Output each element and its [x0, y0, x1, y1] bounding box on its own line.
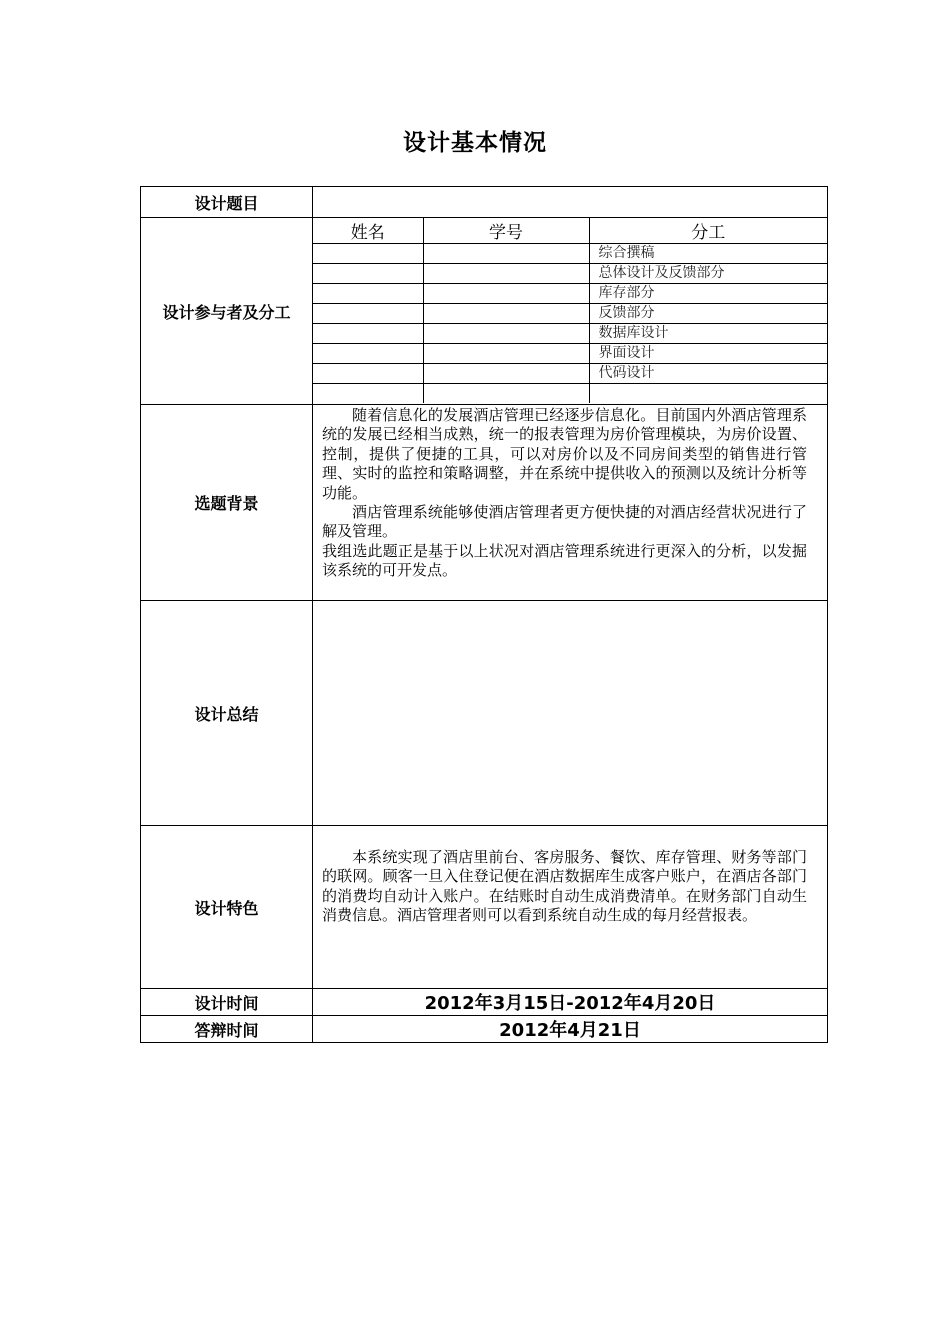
member-name: [313, 364, 423, 384]
background-paragraph-1: 随着信息化的发展酒店管理已经逐步信息化。目前国内外酒店管理系统的发展已经相当成熟，统一的报表管理为房价管理模块，为房价设置、控制，提供了便捷的工具，可以对房价以及不同房间类型的销售进行管理、实时的监控和策略调整，并在系统中提供收入的预测以及统计分析等功能。: [322, 406, 807, 502]
member-role: 综合撰稿: [589, 244, 827, 264]
member-name: [313, 284, 423, 304]
background-paragraph-2: 酒店管理系统能够使酒店管理者更方便快捷的对酒店经营状况进行了解及管理。: [322, 503, 807, 541]
member-id: [423, 324, 589, 344]
header-name: 姓名: [313, 218, 423, 244]
member-id: [423, 384, 589, 404]
header-id: 学号: [423, 218, 589, 244]
defense-time-label: 答辩时间: [141, 1016, 313, 1043]
member-name: [313, 304, 423, 324]
member-row: [313, 384, 827, 404]
background-cell: [313, 405, 828, 601]
header-role: 分工: [589, 218, 827, 244]
member-name: [313, 384, 423, 404]
member-row: [313, 264, 827, 284]
defense-time-row: [141, 1016, 828, 1043]
summary-label: 设计总结: [141, 601, 313, 826]
member-row: [313, 244, 827, 264]
features-label: 设计特色: [141, 826, 313, 989]
participants-cell: [313, 218, 828, 405]
summary-row: [141, 601, 828, 826]
member-role: 数据库设计: [589, 324, 827, 344]
member-role: 库存部分: [589, 284, 827, 304]
page-title: 设计基本情况: [403, 130, 547, 156]
member-id: [423, 344, 589, 364]
member-name: [313, 324, 423, 344]
member-id: [423, 264, 589, 284]
features-paragraph: 本系统实现了酒店里前台、客房服务、餐饮、库存管理、财务等部门的联网。顾客一旦入住登记便在酒店数据库生成客户账户，在酒店各部门的消费均自动计入账户。在结账时自动生成消费清单。在财务部门自动生消费信息。酒店管理者则可以看到系统自动生成的每月经营报表。: [322, 848, 807, 925]
participants-row: [141, 218, 828, 405]
design-info-table: [140, 186, 828, 1043]
summary-value: [313, 601, 828, 826]
participants-header-row: [313, 218, 827, 244]
features-cell: [313, 826, 828, 989]
member-row: [313, 284, 827, 304]
features-row: [141, 826, 828, 989]
member-name: [313, 264, 423, 284]
background-paragraph-3: 我组选此题正是基于以上状况对酒店管理系统进行更深入的分析，以发掘该系统的可开发点。: [322, 541, 807, 580]
defense-time-value: 2012年4月21日: [313, 1016, 828, 1043]
participants-label: 设计参与者及分工: [141, 218, 313, 405]
topic-row: [141, 187, 828, 218]
member-id: [423, 304, 589, 324]
topic-value: [313, 187, 828, 218]
member-role: 界面设计: [589, 344, 827, 364]
member-row: [313, 364, 827, 384]
design-time-row: [141, 989, 828, 1016]
member-id: [423, 364, 589, 384]
member-name: [313, 344, 423, 364]
member-name: [313, 244, 423, 264]
member-role: 反馈部分: [589, 304, 827, 324]
background-label: 选题背景: [141, 405, 313, 601]
member-row: [313, 324, 827, 344]
member-id: [423, 284, 589, 304]
member-row: [313, 304, 827, 324]
topic-label: 设计题目: [141, 187, 313, 218]
design-time-label: 设计时间: [141, 989, 313, 1016]
design-time-value: 2012年3月15日-2012年4月20日: [313, 989, 828, 1016]
member-row: [313, 344, 827, 364]
member-role: 代码设计: [589, 364, 827, 384]
member-id: [423, 244, 589, 264]
member-role: 总体设计及反馈部分: [589, 264, 827, 284]
member-role: [589, 384, 827, 404]
background-row: [141, 405, 828, 601]
participants-table: [313, 218, 827, 403]
